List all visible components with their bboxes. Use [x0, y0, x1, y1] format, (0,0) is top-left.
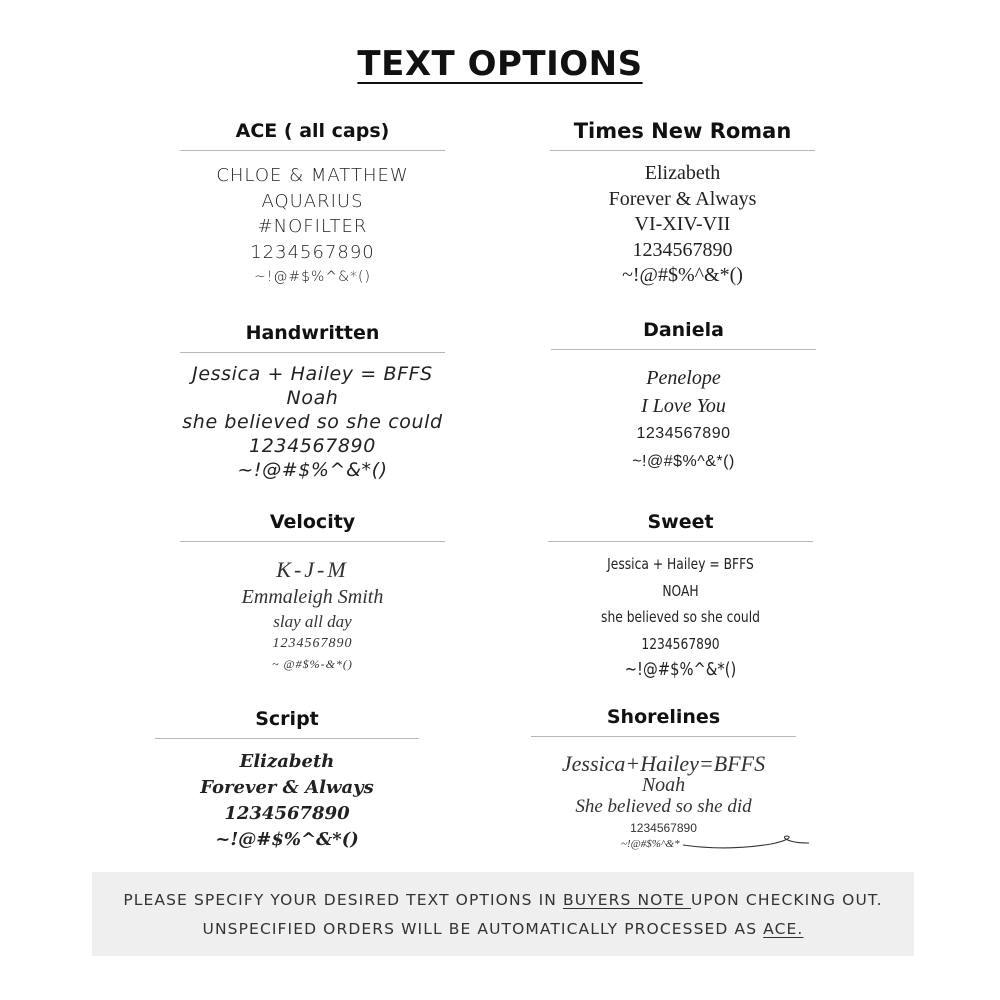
font-option-velocity	[180, 509, 445, 674]
sample-text: ~ @#$%-&*()	[272, 657, 353, 671]
font-option-shorelines	[531, 704, 796, 851]
sample-text: 1234567890	[641, 634, 720, 653]
sample-text: K-J-M	[276, 557, 349, 582]
font-heading: Sweet	[647, 511, 714, 533]
sample-text: 1234567890	[272, 636, 353, 651]
order-notice	[92, 872, 914, 956]
sample-text: 1234567890	[250, 241, 375, 263]
divider	[180, 352, 445, 353]
font-option-handwritten	[180, 320, 445, 482]
sample-text: she believed so she could	[182, 411, 443, 433]
font-heading: Velocity	[269, 511, 356, 533]
sample-text: ~!@#$%^&*()	[254, 269, 371, 285]
divider	[180, 150, 445, 151]
sample-text: Jessica + Hailey = BFFS	[192, 363, 433, 385]
font-samples	[180, 163, 445, 291]
notice-line-1	[92, 886, 914, 915]
divider	[548, 541, 813, 542]
divider	[180, 541, 445, 542]
font-option-script	[155, 706, 419, 853]
divider	[551, 349, 816, 350]
notice-line-2	[92, 915, 914, 944]
notice-text: PLEASE SPECIFY YOUR DESIRED TEXT OPTIONS IN	[123, 891, 564, 909]
sample-text: Noah	[641, 774, 686, 796]
sample-text: AQUARIUS	[261, 190, 364, 212]
sample-text: Noah	[286, 387, 339, 409]
font-heading: ACE ( all caps)	[235, 120, 390, 142]
divider	[155, 738, 419, 739]
sample-text: slay all day	[273, 612, 352, 631]
ace-default-link: ACE.	[763, 920, 804, 938]
font-heading: Script	[255, 708, 319, 730]
sample-text: Emmaleigh Smith	[241, 586, 384, 608]
sample-text: Jessica+Hailey=BFFS	[561, 751, 766, 776]
notice-text: UPON CHECKING OUT.	[690, 891, 883, 909]
font-heading: Shorelines	[606, 706, 721, 728]
sample-text: she believed so she could	[601, 608, 760, 626]
sample-text: Elizabeth	[239, 751, 335, 772]
flourish-swash	[681, 835, 811, 851]
sample-text: 1234567890	[249, 435, 376, 457]
sample-text: Forever & Always	[200, 777, 374, 798]
sample-text: CHLOE & MATTHEW	[216, 165, 409, 186]
sample-text: Elizabeth	[644, 162, 721, 184]
sample-text: ~!@#$%^&*()	[215, 829, 359, 850]
sample-text: Jessica + Hailey = BFFS	[607, 555, 754, 573]
sample-text: ~!@#$%^&*()	[624, 659, 737, 680]
sample-text: 1234567890	[630, 821, 697, 835]
font-heading: Times New Roman	[573, 119, 792, 143]
sample-text: Penelope	[646, 367, 721, 389]
font-option-sweet	[548, 509, 813, 684]
sample-text: Forever & Always	[608, 187, 757, 210]
font-samples	[550, 161, 815, 289]
font-samples	[155, 749, 419, 853]
font-samples	[531, 753, 796, 851]
font-heading: Handwritten	[245, 322, 380, 344]
divider	[550, 150, 815, 151]
sample-text: 1234567890	[224, 803, 350, 824]
sample-text	[531, 837, 796, 851]
sample-text: 1234567890	[636, 425, 731, 442]
sample-text: VI-XIV-VII	[634, 213, 731, 235]
sample-text: She believed so she did	[575, 796, 752, 817]
notice-text: UNSPECIFIED ORDERS WILL BE AUTOMATICALLY PROCESSED AS	[202, 920, 764, 938]
sample-text: #NOFILTER	[257, 216, 368, 237]
sample-text: 1234567890	[632, 238, 733, 261]
font-heading: Daniela	[643, 319, 724, 341]
buyers-note-link: BUYERS NOTE	[563, 891, 691, 909]
sample-text-symbols: ~!@#$%^&*	[621, 838, 680, 850]
font-samples	[548, 551, 813, 684]
font-samples	[551, 364, 816, 476]
font-option-daniela	[551, 317, 816, 476]
page-title-text: TEXT OPTIONS	[357, 44, 643, 84]
sample-text: I Love You	[641, 395, 726, 417]
font-option-ace	[180, 118, 445, 291]
font-samples	[180, 556, 445, 674]
sample-text: ~!@#$%^&*()	[237, 459, 388, 481]
sample-text: NOAH	[662, 581, 699, 600]
page-title	[0, 44, 1000, 84]
sample-text: ~!@#$%^&*()	[632, 453, 735, 470]
sample-text: ~!@#$%^&*()	[622, 264, 743, 286]
font-option-times-new-roman	[550, 118, 815, 289]
divider	[531, 736, 796, 737]
font-samples	[180, 362, 445, 482]
